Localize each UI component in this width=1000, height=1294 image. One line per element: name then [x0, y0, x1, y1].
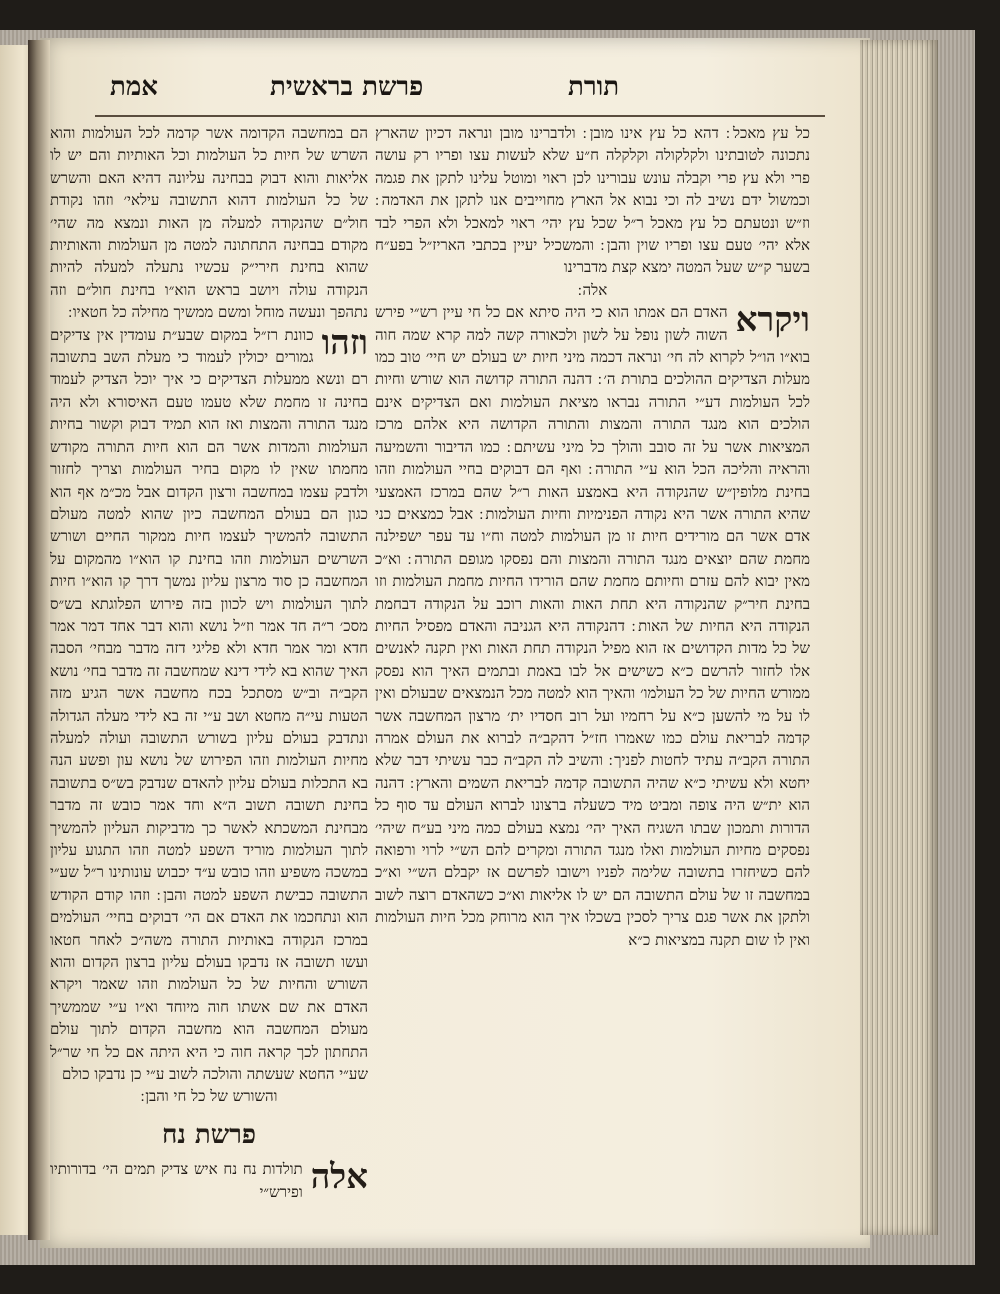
left-column: [50, 122, 368, 1203]
left-body-text: כוונת רז״ל במקום שבע״ת עומדין אין צדיקים גמורים יכולין לעמוד כי מעלת השב בתשובה רם ונשא ממעלות הצדיקים כי איך יוכל הצדיק לעמוד בחינה זו מחמת שלא טעמו טעם האיסורא ולא היה מנגד התורה והמצות ואז הוא תמיד דבוק וקשור בחיות העולמות והמדות אשר הם הוא חיות התורה מקודש מחמתו שאין לו מקום בחיר העולמות וצריך לחזור ולדבק עצמו במחשבה ורצון הקדום אבל מכ״מ אף הוא כגון הם בעולם המחשבה כיון שהוא למטה מעולם התשובה להמשיך לעצמו חיות ממקור החיים ושורש השרשים העולמות וזהו בחינת קו הוא״ו מהמקום על המחשבה כן סוד מרצון עליון נמשך דרך קו הוא״ו חיות לתוך העולמות ויש לכוון בזה פירוש הפלוגתא בש״ס מסכ׳ ר״ה חד אמר וז״ל נושא והוא דבר אחד דמר אמר חדא ומר אמר חדא ולא פליגי דזה מדבר מבחי׳ הסבה האיך שהוא בא לידי דינא שמחשבה זה מדבר בחי׳ נושא הקב״ה וב״ש מסתכל בכח מחשבה אשר הגיע מזה הטעות עי״ה מחטא ושב ע״י זה בא לידי מעלה הגדולה ונתדבק בעולם עליון בשורש התשובה ועולה למעלה מחיות העולמות וזהו הפירוש של נושא עון ופשע הנה בא התכלות בעולם עליון להאדם שנדבק בש״ס בתשובה בחינת תשובה תשוב ה״א וחד אמר כובש זה מדבר מבחינת המשכתא לאשר כך מדביקות העליון להמשיך לתוך העולמות מוריד השפע למטה וזהו התגוע עליון במשכה משפיע וזהו כובש ע״ד יכבוש עונותינו ר״ל שע״י התשובה כבישת השפע למטה והבן ׃ וזהו קודם הקודש הוא ונתחכמו את האדם אם הי׳ דבוקים בחיי׳ העולמים במרכז הנקודה באותיות התורה משה״כ לאחר חטאו ועשו תשובה אז נדבקו בעולם עליון ברצון הקדום והוא השורש והחיות של כל העולמות וזהו שאמר ויקרא האדם את שם אשתו חוה מיוחד וא״ו ע״י שממשיך מעולם המחשבה הוא מחשבה הקדום לתוך עולם התחתון לכך קראה חוה כי היא היתה אם כל חי שר״ל שע״י החטא שעשתה והולכה לשוב ע״י כן נדבקו כולם: [50, 325, 368, 1084]
header-rule: [95, 115, 825, 117]
right-body-text: האדם הם אמתו הוא כי היה סיתא אם כל חי עיין רש״י פירש השוה לשון נופל על לשון ולכאורה קשה למה קרא שמה חוה בוא״ו הו״ל לקרוא לה חי׳ ונראה דכמה מיני חיות יש בעולם יש חיי׳ טוב כמו מעלות הצדיקים ההולכים בתורת ה׳ ׃ דהנה התורה קדושה הוא שורש וחיות לכל העולמות דע״י התורה נבראו מציאת העולמות ואם הצדיקים אינם הולכים הוא מנגד התורה והמצות והתורה הקדושה היא אלהם מרכז המציאות אשר על זה סובב והולך כל מיני עשיתם ׃ כמו הדיבור והשמיעה והראיה והליכה הכל הוא ע״י התורה ׃ ואף הם דבוקים בחיי העולמות וזהו בחינת מלופין״ש שהנקודה היא באמצע האות ר״ל שהם במרכז האמצעי שהיא התורה אשר היא נקודה הפנימיות וחיות העולמות ׃ אבל כמצאים כני אדם אשר הם מורידים חיות זו מן העולמות למטה וח״ו עד עפר ישפילנה מחמת שהם יוצאים מנגד התורה והמצות והם נפסקו מגופם התורה ׃ וא״כ מאין יבוא להם עזרם וחיותם מחמת שהם הורידו החיות מחמת העולמות וזו בחינת חיר״ק שהנקודה היא תחת האות והאות רוכב על הנקודה דבחמת הנקודה היא החיות של האות ׃ דהנקודה היא הגניבה והאדם מפסיל החיות של כל מדות הקדושים אז הוא מפיל הנקודה תחת האות ואין תקנה לאנשים אלו לחזור להרשם כ״א כשישים אל לבו באמת ובתמים האיך הוא נפסק ממורש החיות של כל העולמו׳ והאיך הוא למטה מכל הנמצאים שבעולם ואין לו על מי להשען כ״א על רחמיו ועל רוב חסדיו ית׳ מרצון המחשבה אשר קדמה לבריאת עולם כמו שאמרו חז״ל דהקב״ה לברוא את העולם אמרה התורה הקב״ה עתיד לחטות לפניך ׃ והשיב לה הקב״ה כבר עשיתי דבר שלא יחטא ולא עשיתי כ״א שהיה התשובה קדמה לבריאת השמים והארץ ׃ דהנה הוא ית״ש היה צופה ומביט מיד כשעלה ברצונו לברוא העולם עד סוף כל הדורות ותמכון שבתו השגיח האיך יהי׳ נמצא בעולם כמה מיני בע״ח שיהי׳ נפסקים מחיות העולמות ואלו מנגד התורה ומקרים להם הש״י לרוי ורפואה להם כשיחזרו בתשובה שלימה לפניו וישובו לפרשם אז יקבלם הש״י וא״כ במחשבה זו של עולם התשובה הם יש לו אליאות וא״כ כשהאדם רוצה לשוב ולתקן את אשר פגם צריך לסכין בשכלו איך הוא מרוחק מכל חיות העולמות ואין לו שום תקנה במציאות כ״א: [375, 303, 810, 949]
right-lead-word: ויקרא: [735, 300, 810, 341]
right-intro-paragraph: כל עץ מאכל ׃ דהא כל עץ אינו מובן ׃ ולדברינו מובן ונראה דכיון שהארץ נתכונה לטובתינו ולקלקולה וקלקלה ח״ע שלא לעשות עצו ופריו רק עושה פרי ולא עץ פרי וקבלה עונש עבורינו לכן ראוי ומוטל עלינו לתקן את פגמה וכמשול ידם נשיב לה וכי נבוא אל הארץ מחוייבים אנו לתקן את האדמה ׃ וז״ש ונטעתם כל עץ מאכל ר״ל שכל עץ יהי׳ ראוי למאכל ולא הפרי לבד אלא יהי׳ טעם עצו ופריו שוין והבן ׃ והמשכיל יעיין בכתבי האריז״ל בפע״ח בשער ק״ש שעל המטה ימצא קצת מדברינו: [375, 124, 810, 277]
left-intro-paragraph: הם במחשבה הקדומה אשר קדמה לכל העולמות והוא השרש של חיות כל העולמות וכל האותיות והם יש לו אליאות והוא דבוק בבחינה עליונה דהיא האם והשרש של כל העולמות דהוא התשובה עילאי׳ וזהו נקודת חול״ם שהנקודה למעלה מן האות ונמצא מה שהי׳ מקודם בבחינה התחתונה למטה מן העולמות והאותיות שהוא בחינת חירי״ק עכשיו נתעלה למעלה להיות הנקודה עולה ויושב בראש הוא״ו בחינת חול״ם וזה נתהפך ונעשה מוחל ומשם ממשיך מחילה כל חטאיו ׃: [50, 124, 368, 322]
section-title: פרשת נח: [161, 1119, 257, 1150]
next-lead-word: אלה: [310, 1157, 368, 1198]
left-lead-word: וזהו: [321, 322, 368, 363]
next-section-text: תולדות נח נח איש צדיק תמים הי׳ בדורותיו ופירש״י: [50, 1160, 303, 1201]
left-body-paragraph: [50, 324, 368, 1086]
header-center-title: פרשת בראשית: [270, 72, 424, 102]
right-intro-end: אלה ׃: [577, 280, 608, 299]
left-closing-line: והשורש של כל חי והבן ׃: [140, 1087, 278, 1106]
header-right-title: תורת: [568, 72, 620, 102]
gutter-shadow: [28, 40, 50, 1240]
page-fore-edge: [860, 40, 938, 1235]
right-column: [375, 122, 810, 951]
header-left-title: אמת: [110, 72, 158, 102]
right-body-paragraph: [375, 301, 810, 951]
next-section-paragraph: [50, 1158, 368, 1203]
running-header: [100, 72, 840, 112]
